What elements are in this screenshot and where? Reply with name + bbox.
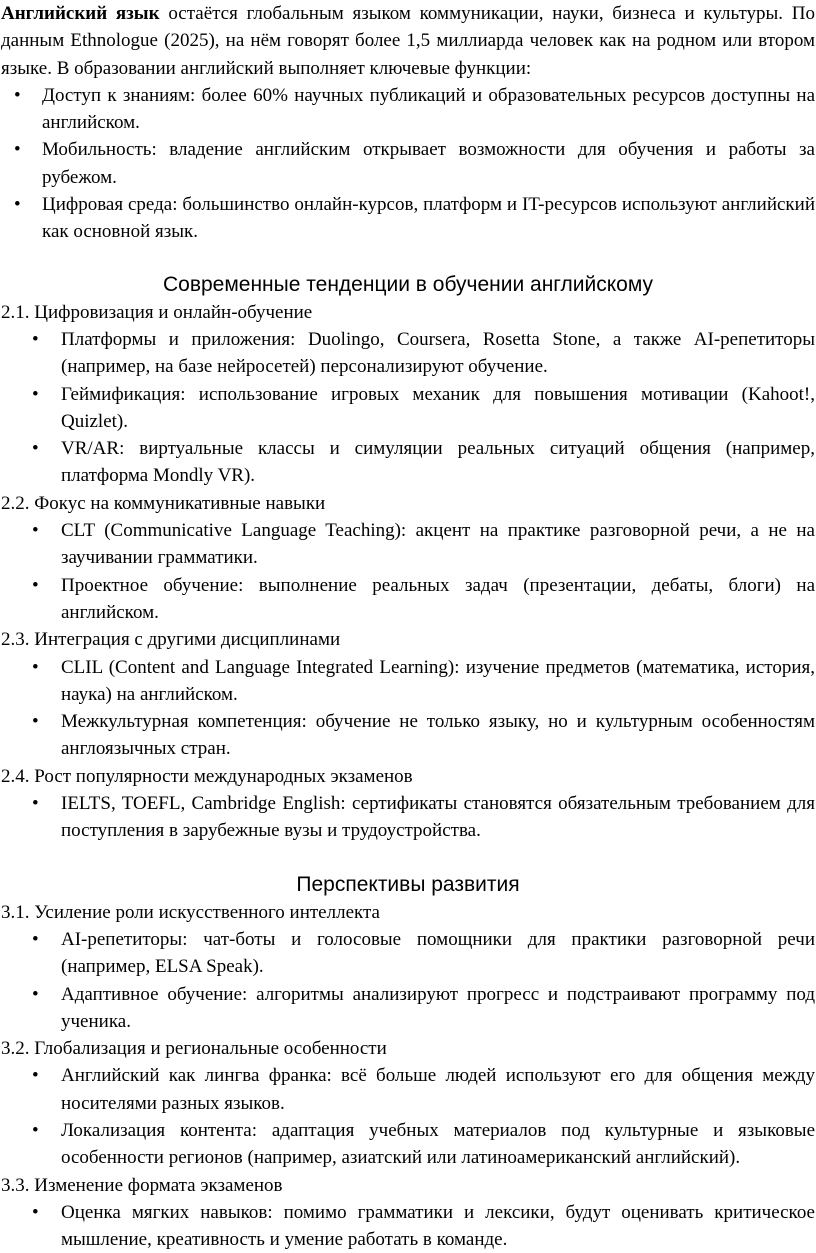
- subsection-heading: 2.4. Рост популярности международных экзаменов: [1, 765, 413, 787]
- intro-list: [0, 82, 816, 246]
- subsection-list: [0, 926, 816, 1035]
- list-item: • Мобильность: владение английским открывает возможности для обучения и работы за рубежом.: [0, 136, 816, 191]
- subsection-list: [0, 654, 816, 763]
- list-item: • VR/AR: виртуальные классы и симуляции реальных ситуаций общения (например, платформа Mondly VR).: [0, 435, 816, 490]
- list-item: • Геймификация: использование игровых механик для повышения мотивации (Kahoot!, Quizlet).: [0, 381, 816, 436]
- subsection-heading: 3.2. Глобализация и региональные особенности: [1, 1038, 387, 1060]
- list-item: • IELTS, TOEFL, Cambridge English: сертификаты становятся обязательным требованием для поступления в зарубежные вузы и трудоустройства.: [0, 790, 816, 845]
- subsection-heading: 3.3. Изменение формата экзаменов: [1, 1174, 283, 1196]
- subsection-list: [0, 326, 816, 490]
- list-item: • Адаптивное обучение: алгоритмы анализируют прогресс и подстраивают программу под ученика.: [0, 981, 816, 1036]
- subsection-heading: 2.3. Интеграция с другими дисциплинами: [1, 629, 341, 651]
- subsection-list: [0, 790, 816, 845]
- list-item: • Английский как лингва франка: всё больше людей используют его для общения между носителями разных языков.: [0, 1062, 816, 1117]
- list-item: • CLIL (Content and Language Integrated Learning): изучение предметов (математика, история, наука) на английском.: [0, 654, 816, 709]
- subsection-list: [0, 517, 816, 626]
- intro-paragraph: [0, 0, 816, 82]
- list-item: • Межкультурная компетенция: обучение не только языку, но и культурным особенностям англоязычных стран.: [0, 708, 816, 763]
- subsection-heading: 3.1. Усиление роли искусственного интеллекта: [1, 901, 380, 923]
- subsection-heading: 2.2. Фокус на коммуникативные навыки: [1, 492, 326, 514]
- section-title-trends: Современные тенденции в обучении английскому: [162, 272, 653, 296]
- list-item: • Доступ к знаниям: более 60% научных публикаций и образовательных ресурсов доступны на английском.: [0, 82, 816, 137]
- subsection-heading: 2.1. Цифровизация и онлайн-обучение: [1, 301, 313, 323]
- list-item: • Проектное обучение: выполнение реальных задач (презентации, дебаты, блоги) на английском.: [0, 572, 816, 627]
- list-item: • AI-репетиторы: чат-боты и голосовые помощники для практики разговорной речи (например, ELSA Speak).: [0, 926, 816, 981]
- intro-bold-term: Английский язык: [1, 3, 160, 24]
- section-title-perspectives: Перспективы развития: [296, 872, 520, 896]
- list-item: • Цифровая среда: большинство онлайн-курсов, платформ и IT-ресурсов используют английский как основной язык.: [0, 191, 816, 246]
- subsection-list: [0, 1062, 816, 1171]
- list-item: • Платформы и приложения: Duolingo, Coursera, Rosetta Stone, а также AI-репетиторы (например, на базе нейросетей) персонализируют обучение.: [0, 326, 816, 381]
- list-item: • Локализация контента: адаптация учебных материалов под культурные и языковые особенности регионов (например, азиатский или латиноамериканский английский).: [0, 1117, 816, 1172]
- list-item: • Оценка мягких навыков: помимо грамматики и лексики, будут оценивать критическое мышление, креативность и умение работать в команде.: [0, 1199, 816, 1253]
- list-item: • CLT (Communicative Language Teaching): акцент на практике разговорной речи, а не на заучивании грамматики.: [0, 517, 816, 572]
- subsection-list: [0, 1199, 816, 1253]
- intro-text: остаётся глобальным языком коммуникации, науки, бизнеса и культуры. По данным Ethnologue (2025), на нём говорят более 1,5 миллиарда человек как на родном или втором языке. В образовании английский выполняет ключевые функции:: [1, 3, 816, 79]
